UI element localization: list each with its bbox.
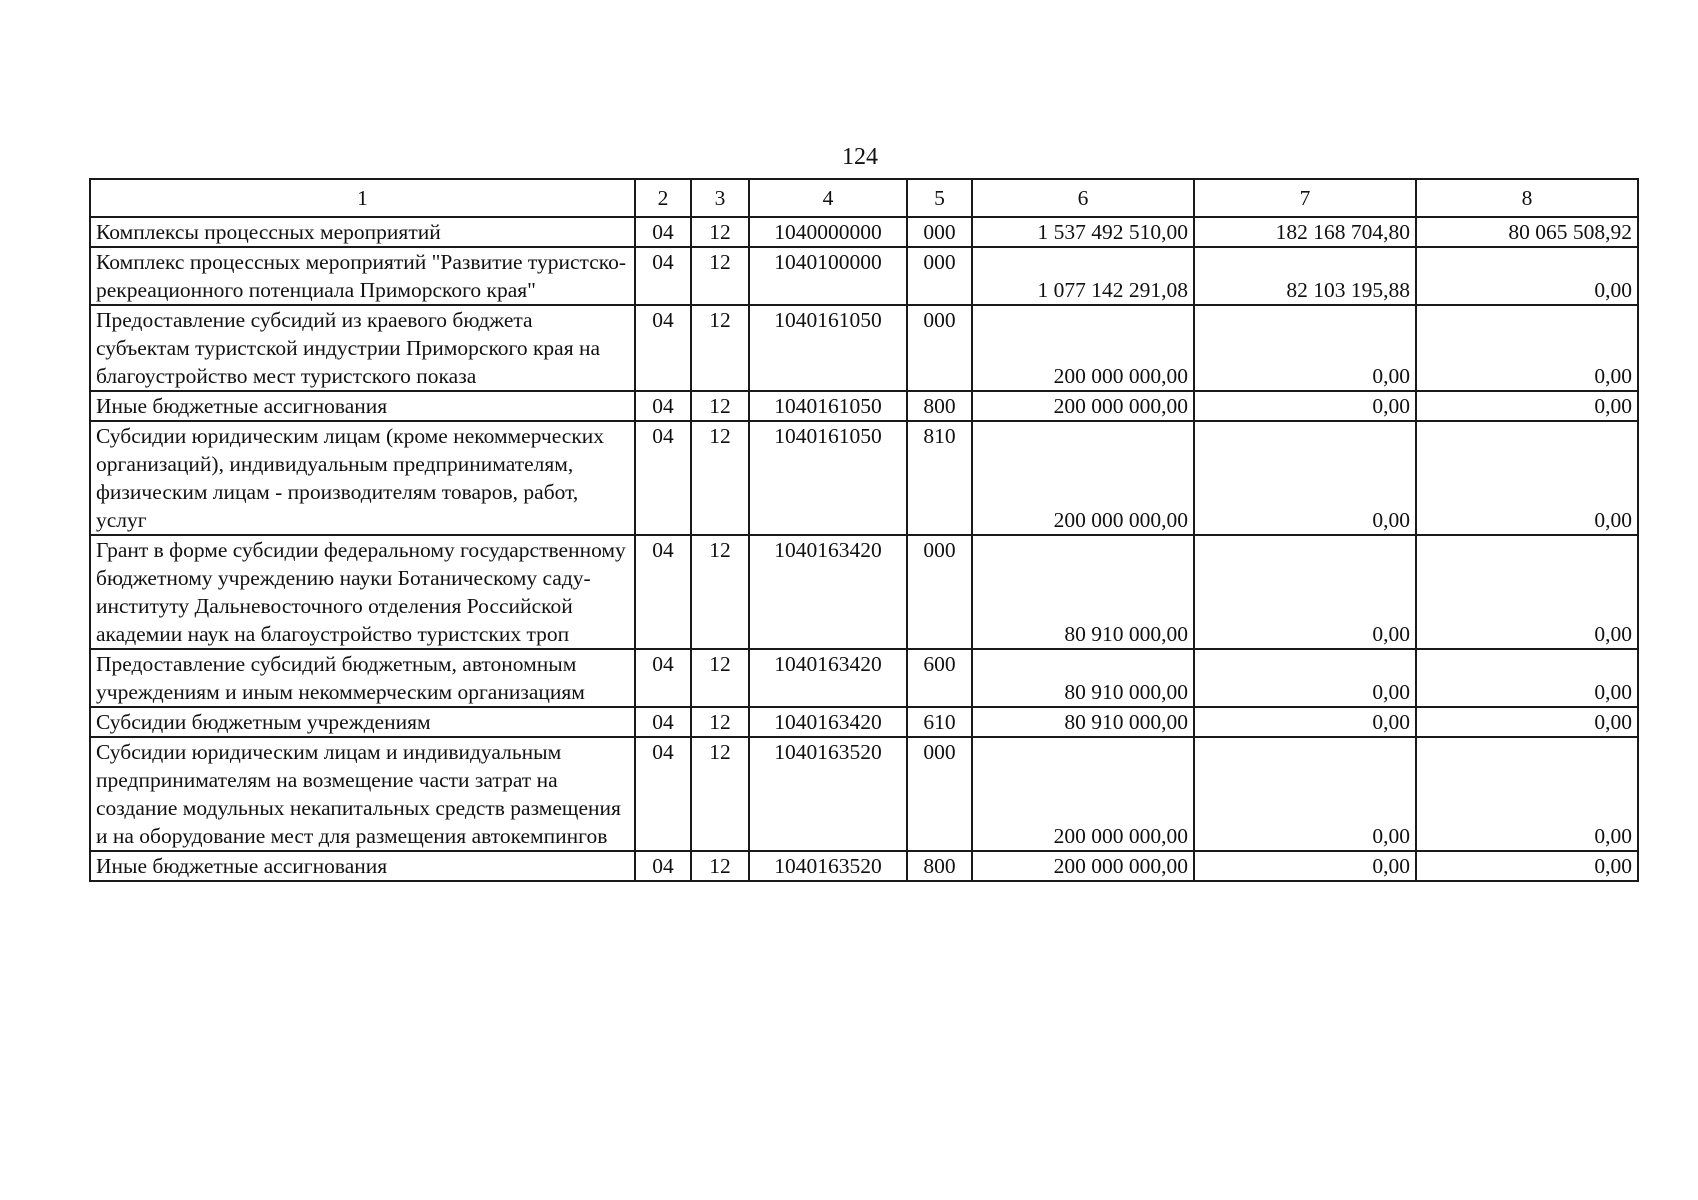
section-code: 04	[635, 247, 691, 305]
table-row	[90, 707, 1638, 737]
amount-col-7: 0,00	[1194, 305, 1416, 391]
column-header-8: 8	[1416, 179, 1638, 217]
amount-col-7: 0,00	[1194, 851, 1416, 881]
amount-col-7: 82 103 195,88	[1194, 247, 1416, 305]
expense-type-code: 000	[907, 305, 972, 391]
row-name: Иные бюджетные ассигнования	[90, 391, 635, 421]
row-name: Комплекс процессных мероприятий "Развитие туристско-рекреационного потенциала Приморского края"	[90, 247, 635, 305]
amount-col-7: 0,00	[1194, 535, 1416, 649]
target-article-code: 1040100000	[749, 247, 907, 305]
section-code: 04	[635, 305, 691, 391]
subsection-code: 12	[691, 851, 749, 881]
table-row	[90, 851, 1638, 881]
table-row	[90, 247, 1638, 305]
expense-type-code: 000	[907, 247, 972, 305]
row-name: Комплексы процессных мероприятий	[90, 217, 635, 247]
amount-col-7: 182 168 704,80	[1194, 217, 1416, 247]
table-row	[90, 421, 1638, 535]
section-code: 04	[635, 737, 691, 851]
row-name: Грант в форме субсидии федеральному государственному бюджетному учреждению науки Ботаническому саду-институту Дальневосточного отделения Российской академии наук на благоустройство туристских троп	[90, 535, 635, 649]
amount-col-6: 200 000 000,00	[972, 305, 1194, 391]
amount-col-6: 200 000 000,00	[972, 421, 1194, 535]
section-code: 04	[635, 851, 691, 881]
amount-col-8: 0,00	[1416, 737, 1638, 851]
table-row	[90, 535, 1638, 649]
amount-col-7: 0,00	[1194, 649, 1416, 707]
target-article-code: 1040161050	[749, 421, 907, 535]
table-row	[90, 737, 1638, 851]
amount-col-8: 0,00	[1416, 391, 1638, 421]
subsection-code: 12	[691, 649, 749, 707]
section-code: 04	[635, 649, 691, 707]
amount-col-6: 80 910 000,00	[972, 649, 1194, 707]
column-header-1: 1	[90, 179, 635, 217]
expense-type-code: 800	[907, 851, 972, 881]
column-header-6: 6	[972, 179, 1194, 217]
target-article-code: 1040163420	[749, 535, 907, 649]
amount-col-6: 200 000 000,00	[972, 851, 1194, 881]
expense-type-code: 000	[907, 535, 972, 649]
section-code: 04	[635, 391, 691, 421]
column-header-3: 3	[691, 179, 749, 217]
table-row	[90, 305, 1638, 391]
target-article-code: 1040163420	[749, 649, 907, 707]
amount-col-8: 0,00	[1416, 851, 1638, 881]
row-name: Предоставление субсидий бюджетным, автономным учреждениям и иным некоммерческим организациям	[90, 649, 635, 707]
amount-col-7: 0,00	[1194, 421, 1416, 535]
amount-col-6: 200 000 000,00	[972, 737, 1194, 851]
table-row	[90, 649, 1638, 707]
expense-type-code: 000	[907, 737, 972, 851]
amount-col-8: 0,00	[1416, 535, 1638, 649]
column-header-4: 4	[749, 179, 907, 217]
subsection-code: 12	[691, 247, 749, 305]
subsection-code: 12	[691, 737, 749, 851]
row-name: Предоставление субсидий из краевого бюджета субъектам туристской индустрии Приморского края на благоустройство мест туристского показа	[90, 305, 635, 391]
row-name: Субсидии бюджетным учреждениям	[90, 707, 635, 737]
expense-type-code: 600	[907, 649, 972, 707]
row-name: Субсидии юридическим лицам и индивидуальным предпринимателям на возмещение части затрат на создание модульных некапитальных средств размещения и на оборудование мест для размещения автокемпингов	[90, 737, 635, 851]
amount-col-6: 200 000 000,00	[972, 391, 1194, 421]
subsection-code: 12	[691, 421, 749, 535]
page-number: 124	[842, 144, 878, 170]
section-code: 04	[635, 535, 691, 649]
subsection-code: 12	[691, 707, 749, 737]
amount-col-8: 0,00	[1416, 421, 1638, 535]
expense-type-code: 800	[907, 391, 972, 421]
target-article-code: 1040161050	[749, 305, 907, 391]
amount-col-6: 1 077 142 291,08	[972, 247, 1194, 305]
amount-col-6: 1 537 492 510,00	[972, 217, 1194, 247]
budget-table	[89, 178, 1639, 882]
subsection-code: 12	[691, 217, 749, 247]
column-header-7: 7	[1194, 179, 1416, 217]
column-header-5: 5	[907, 179, 972, 217]
amount-col-8: 80 065 508,92	[1416, 217, 1638, 247]
section-code: 04	[635, 707, 691, 737]
expense-type-code: 810	[907, 421, 972, 535]
target-article-code: 1040163420	[749, 707, 907, 737]
target-article-code: 1040161050	[749, 391, 907, 421]
subsection-code: 12	[691, 535, 749, 649]
section-code: 04	[635, 421, 691, 535]
table-row	[90, 391, 1638, 421]
section-code: 04	[635, 217, 691, 247]
amount-col-7: 0,00	[1194, 707, 1416, 737]
amount-col-7: 0,00	[1194, 391, 1416, 421]
amount-col-7: 0,00	[1194, 737, 1416, 851]
expense-type-code: 000	[907, 217, 972, 247]
subsection-code: 12	[691, 305, 749, 391]
amount-col-8: 0,00	[1416, 305, 1638, 391]
table-row	[90, 217, 1638, 247]
amount-col-8: 0,00	[1416, 707, 1638, 737]
amount-col-8: 0,00	[1416, 649, 1638, 707]
header-row	[90, 179, 1638, 217]
target-article-code: 1040163520	[749, 737, 907, 851]
amount-col-6: 80 910 000,00	[972, 535, 1194, 649]
row-name: Субсидии юридическим лицам (кроме некоммерческих организаций), индивидуальным предпринимателям, физическим лицам - производителям товаров, работ, услуг	[90, 421, 635, 535]
target-article-code: 1040000000	[749, 217, 907, 247]
row-name: Иные бюджетные ассигнования	[90, 851, 635, 881]
target-article-code: 1040163520	[749, 851, 907, 881]
amount-col-6: 80 910 000,00	[972, 707, 1194, 737]
amount-col-8: 0,00	[1416, 247, 1638, 305]
column-header-2: 2	[635, 179, 691, 217]
subsection-code: 12	[691, 391, 749, 421]
expense-type-code: 610	[907, 707, 972, 737]
